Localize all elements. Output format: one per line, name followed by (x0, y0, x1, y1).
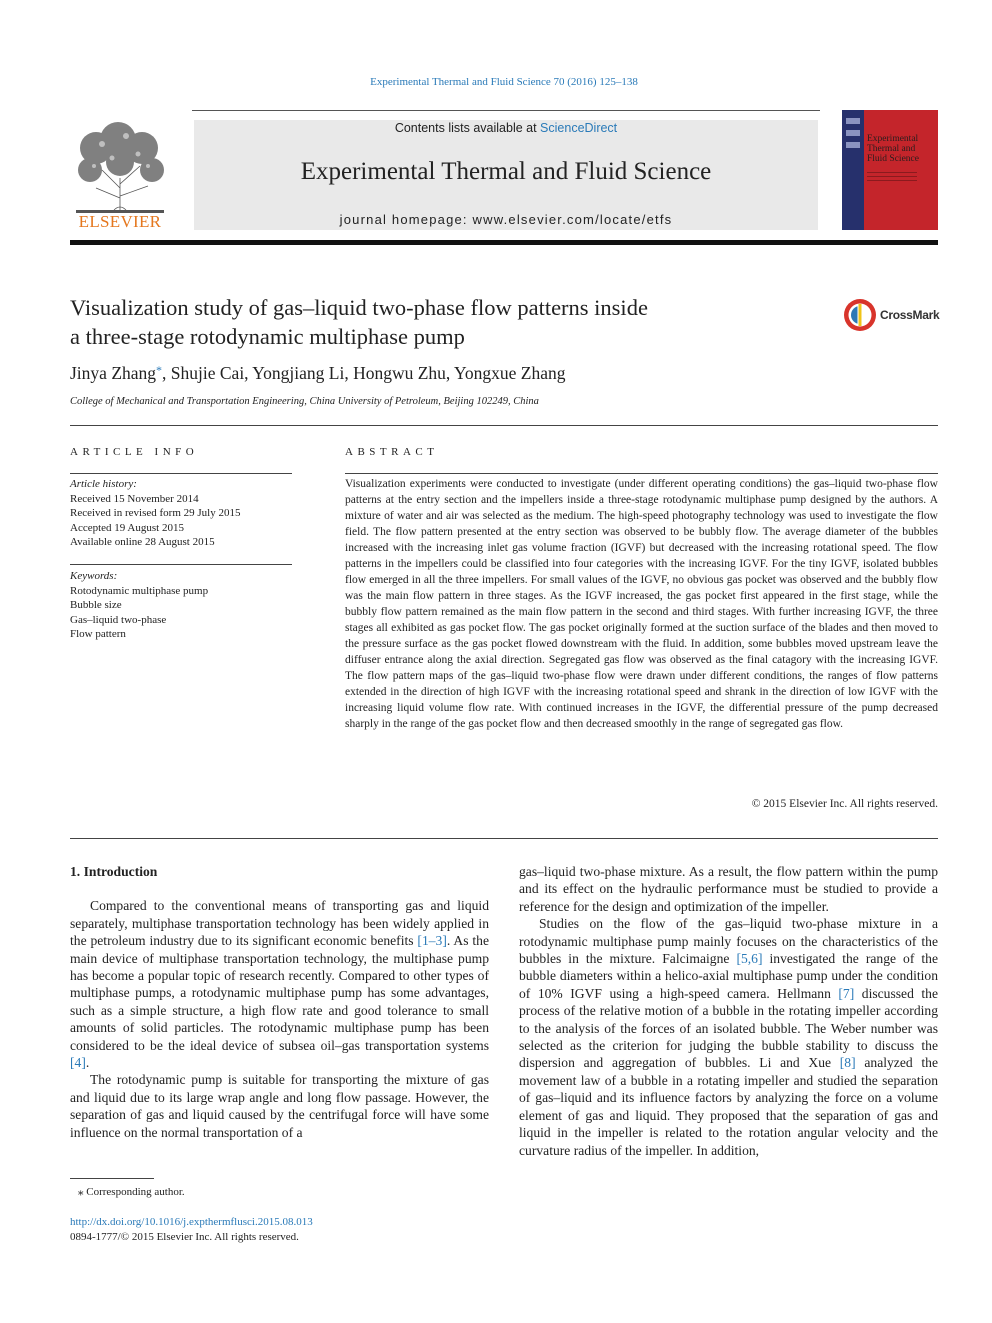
cover-strip-mark (846, 130, 860, 136)
journal-masthead (194, 120, 818, 230)
article-title-line: a three-stage rotodynamic multiphase pump (70, 324, 465, 349)
article-history (70, 477, 292, 550)
cover-strip-mark (846, 142, 860, 148)
body-paragraph: The rotodynamic pump is suitable for transporting the mixture of gas and liquid due to its large wrap angle and long flow passage. However, the separation of gas and liquid caused by the centrifugal force will have some influence on the normal transportation of a (70, 1072, 489, 1140)
paragraph-text: Compared to the conventional means of transporting gas and liquid separately, multiphase transportation technology has been widely applied in the petroleum industry due to its significant economic benefits (70, 898, 489, 949)
history-item: Received in revised form 29 July 2015 (70, 507, 241, 519)
paragraph-text: investigated the range of the bubble diameters within a helico-axial multiphase pump under the condition of 10% IGVF using a high-speed camera. Hellmann (519, 951, 938, 1001)
cover-line (867, 172, 917, 173)
cover-line (867, 180, 917, 181)
history-item: Accepted 19 August 2015 (70, 521, 184, 534)
body-paragraph (519, 915, 938, 1159)
crossmark-icon[interactable] (843, 298, 877, 332)
history-item: Received 15 November 2014 (70, 492, 199, 505)
article-info-heading: ARTICLE INFO (70, 446, 199, 458)
corresponding-author-mark[interactable]: * (156, 363, 163, 377)
reference-link[interactable]: [8] (839, 1055, 856, 1071)
doi-link[interactable]: http://dx.doi.org/10.1016/j.expthermflusci.2015.08.013 (70, 1216, 313, 1228)
reference-link[interactable]: [5,6] (736, 951, 763, 967)
article-title-line: Visualization study of gas–liquid two-phase flow patterns inside (70, 295, 648, 320)
keyword: Rotodynamic multiphase pump (70, 584, 209, 597)
journal-homepage[interactable]: journal homepage: www.elsevier.com/locate/etfs (339, 212, 673, 227)
section-heading: 1. Introduction (70, 864, 158, 879)
paragraph-text: discussed the process of the relative motion of a bubble in the rotating impeller according to the analysis of the forces of an isolated bubble. The Weber number was selected as the criterion for judging the bubble stability to discuss the dispersion and aggregation of bubbles. Li and Xue (519, 985, 938, 1071)
author-name[interactable]: Jinya Zhang (70, 363, 157, 383)
divider (70, 564, 292, 565)
contents-line (194, 120, 818, 135)
cover-strip (842, 110, 864, 230)
history-label: Article history: (70, 478, 137, 490)
header-top-rule (192, 110, 820, 111)
reference-link[interactable]: [1–3] (417, 933, 447, 949)
reference-link[interactable]: [4] (70, 1055, 86, 1071)
cover-line (867, 176, 917, 177)
abstract-copyright: © 2015 Elsevier Inc. All rights reserved. (751, 798, 938, 810)
journal-name: Experimental Thermal and Fluid Science (300, 158, 712, 185)
divider (70, 425, 938, 426)
reference-link[interactable]: [7] (838, 985, 855, 1001)
keyword: Gas–liquid two-phase (70, 613, 167, 626)
issn-copyright: 0894-1777/© 2015 Elsevier Inc. All rights reserved. (70, 1231, 299, 1243)
header-thick-rule (70, 240, 938, 245)
divider (70, 473, 292, 474)
article-title (70, 293, 790, 351)
abstract-heading: ABSTRACT (345, 446, 439, 458)
cover-title: Experimental Thermal and Fluid Science (867, 134, 919, 164)
footnote-rule (70, 1178, 154, 1179)
author-names: , Shujie Cai, Yongjiang Li, Hongwu Zhu, Yongxue Zhang (162, 363, 566, 383)
history-item: Available online 28 August 2015 (70, 536, 215, 548)
corresponding-author-footnote: ⁎ Corresponding author. (78, 1186, 185, 1198)
body-column-left (70, 863, 489, 1141)
elsevier-wordmark: ELSEVIER (78, 212, 162, 231)
keyword: Bubble size (70, 599, 122, 611)
sciencedirect-link[interactable]: ScienceDirect (540, 121, 618, 135)
keyword: Flow pattern (70, 628, 126, 640)
paragraph-text: Studies on the flow of the gas–liquid two-phase mixture in a rotodynamic multiphase pump mainly focuses on the characteristics of the bubbles in the mixture. Falcimaigne (519, 916, 938, 967)
contents-prefix: Contents lists available at (394, 121, 541, 135)
cover-strip-mark (846, 118, 860, 124)
crossmark-label[interactable]: CrossMark (880, 308, 940, 322)
author-list (70, 363, 566, 384)
keywords (70, 569, 292, 642)
divider (70, 838, 938, 839)
journal-citation[interactable]: Experimental Thermal and Fluid Science 70 (2016) 125–138 (370, 76, 638, 88)
paragraph-text: . As the main device of multiphase transportation technology, the multiphase pump has become a popular topic of research recently. Compared to other types of multiphase pumps, a rotodynamic multiphase pump has some advantages, such as a simple structure, a high flow rate and good tolerance to small amounts of solid particles. The rotodynamic multiphase pump has been considered to be the ideal device of subsea oil–gas transportation systems (70, 933, 489, 1053)
paragraph-text: . (85, 1055, 90, 1071)
journal-cover-image (842, 110, 938, 230)
divider (345, 473, 938, 474)
keywords-label: Keywords: (70, 570, 118, 582)
body-paragraph: gas–liquid two-phase mixture. As a result, the flow pattern within the pump and its effect on the hydraulic performance must be studied to provide a reference for the design and optimization of the impeller. (519, 864, 938, 914)
paragraph-text: analyzed the movement law of a bubble in a rotating impeller and studied the separation of gas–liquid and its influence factors by analyzing the force on a volume element of gas and liquid. They proposed that the separation of gas and liquid in the impeller is related to the rotation angular velocity and the curvature radius of the impeller. In addition, (519, 1055, 938, 1158)
body-paragraph (70, 897, 489, 1071)
body-column-right (519, 863, 938, 1159)
author-affiliation: College of Mechanical and Transportation Engineering, China University of Petroleum, Beijing 102249, China (70, 396, 539, 407)
abstract-text: Visualization experiments were conducted to investigate (under different operating conditions) the gas–liquid two-phase flow patterns at the entry section and the impellers inside a three-stage rotodynamic multiphase pump designed by the authors. A mixture of water and air was selected as the medium. The high-speed photography technology was used to investigate the flow field. The flow pattern presented at the entry section was observed to be bubbly flow. The average diameter of the bubbles increased with the increasing inlet gas volume fraction (IGVF) but decreased with the increasing rotational speed. The flow patterns in the impellers could be classified into four categories with the increasing IGVF. For the tiny IGVF, isolated bubbles flow emerged in all the three impellers. For small values of the IGVF, no obvious gas pocket was observed and the bubbly flow was the main flow pattern in three stages. As the IGVF increased, the gas pocket first appeared in the first stage, while the bubbly flow pattern remained as the main flow pattern in the second and third stages. With further increasing IGVF, the three stages all exhibited as gas pocket flow. The gas pocket originally formed at the suction surface of the blades and then moved to the pressure surface as the gas pocket flowed downstream with the fluid. In addition, some bubbles moved upstream leave the diffuser entrance along the axial direction. Segregated gas flow was observed as the final catagory with the increasing IGVF. The flow pattern maps of the gas–liquid two-phase flow were drawn under different conditions, the ranges of flow patterns extended in the direction of high IGVF with the increasing rotational speed and shrank in the direction of low IGVF with the increasing liquid volume flow rate. With continued increases in the IGVF, the differential pressure of the pump decreased sharply in the range of the gas pocket flow and then decreased smoothly in the range of segregated gas flow. (345, 478, 938, 730)
